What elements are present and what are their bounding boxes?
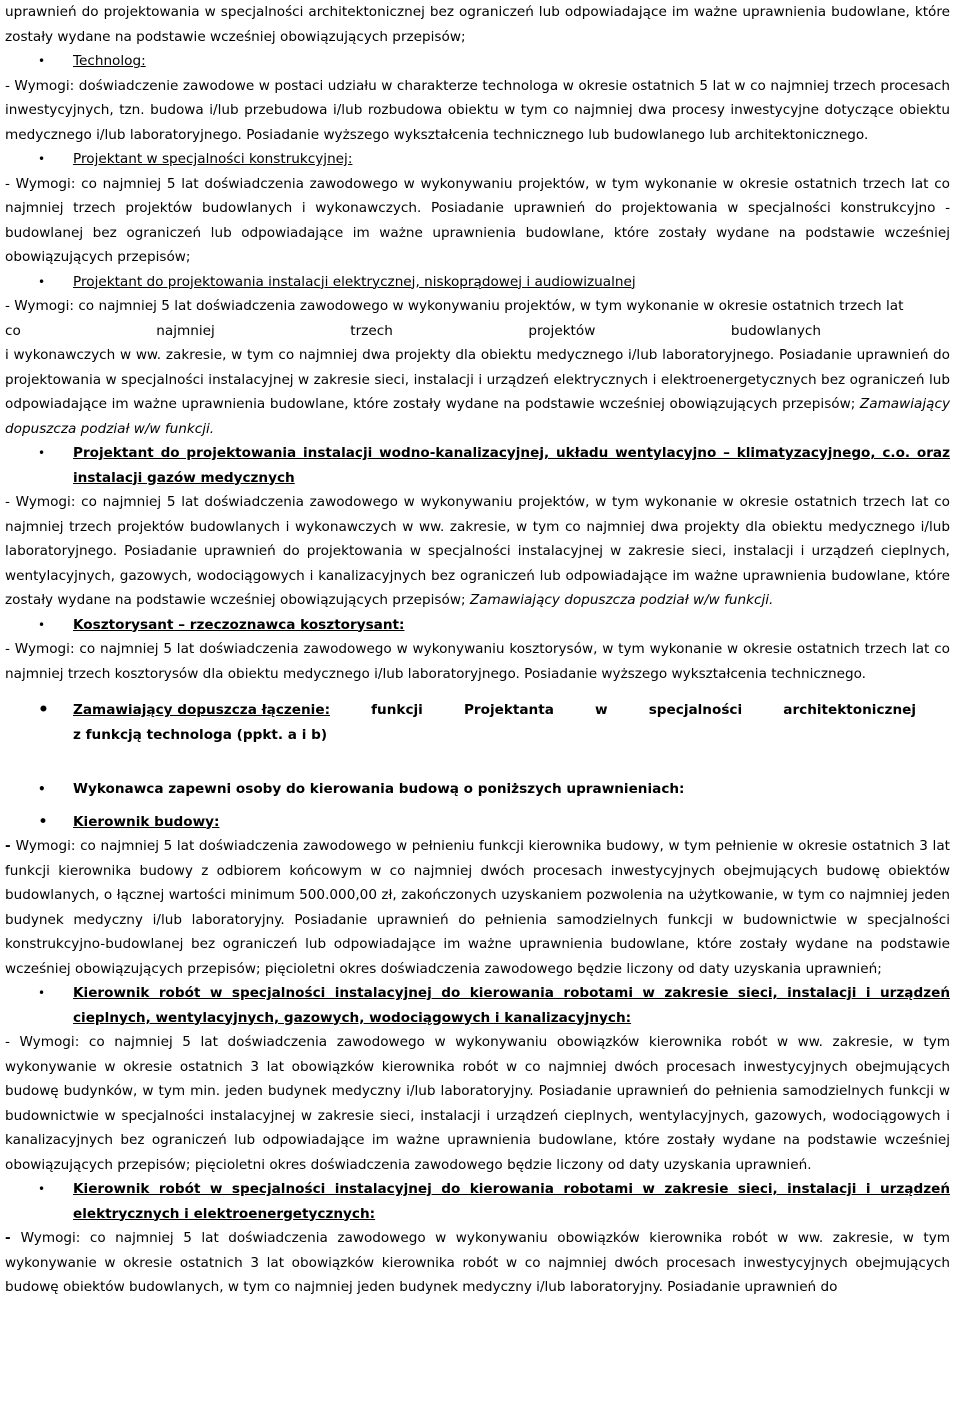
- heading-text: Technolog:: [73, 53, 146, 69]
- section-kierownik-sanitarny-heading: [5, 981, 950, 1030]
- section-technolog-text: - Wymogi: doświadczenie zawodowe w postaci udziału w charakterze technologa w okresie ostatnich 5 lat w co najmniej trzech procesach inwestycyjnych, tzn. budowa i/lub przebudowa i/lub rozbudowa obiektu w tym co najmniej dwa procesy inwestycyjne dotyczące obiektu medycznego i/lub laboratoryjnego. Posiadanie wyższego wykształcenia technicznego lub budowlanego lub architektonicznego.: [5, 77, 950, 143]
- section-kierownik-elektryczny-heading: [5, 1177, 950, 1226]
- section-sanitarny-heading: [5, 441, 950, 490]
- word: architektonicznej: [783, 702, 916, 718]
- text: - Wymogi: co najmniej 5 lat doświadczenia zawodowego w wykonywaniu projektów, w tym wykonanie w okresie ostatnich trzech lat co najmniej trzech projektów budowlanych i wykonawczych w ww. zakresie, w tym co najmniej dwa projekty dla obiektu medycznego i/lub laboratoryjnego. Posiadanie uprawnień do projektowania w specjalności instalacyjnej w zakresie sieci, instalacji i urządzeń cieplnych, wentylacyjnych, gazowych, wodociągowych i kanalizacyjnych bez ograniczeń lub odpowiadające im ważne uprawnienia budowlane, które zostały wydane na podstawie wcześniej obowiązujących przepisów;: [5, 494, 950, 608]
- heading-text: Kosztorysant – rzeczoznawca kosztorysant:: [73, 616, 405, 633]
- italic-note: Zamawiający dopuszcza podział w/w funkcji.: [5, 396, 950, 437]
- word: specjalności: [648, 702, 743, 718]
- word: funkcji: [371, 702, 423, 718]
- bullet-icon: •: [38, 274, 46, 289]
- section-elektryczny-text-line1: - Wymogi: co najmniej 5 lat doświadczenia zawodowego w wykonywaniu projektów, w tym wykonanie w okresie ostatnich trzech lat: [5, 298, 904, 314]
- text: Wymogi: co najmniej 5 lat doświadczenia zawodowego w wykonywaniu obowiązków kierownika robót w ww. zakresie, w tym wykonywanie w okresie ostatnich 3 lat obowiązków kierownika robót w co najmniej dwóch procesach inwestycyjnych obejmujących budowę obiektów budowlanych, w tym co najmniej jeden budynek medyczny i/lub laboratoryjny. Posiadanie uprawnień do: [5, 1230, 951, 1295]
- section-konstrukcyjny-heading: [5, 147, 950, 172]
- word: w: [595, 702, 608, 718]
- word: projektów: [528, 322, 596, 339]
- bold-dash: -: [5, 838, 16, 854]
- section-elektryczny-text-rest: [5, 343, 950, 441]
- heading-text: Kierownik budowy:: [73, 813, 220, 830]
- text: i wykonawczych w ww. zakresie, w tym co najmniej dwa projekty dla obiektu medycznego i/lub laboratoryjnego. Posiadanie uprawnień do projektowania w specjalności instalacyjnej w zakresie sieci, instalacji i urządzeń elektrycznych i elektroenergetycznych bez ograniczeń lub odpowiadające im ważne uprawnienia budowlane, które zostały wydane na podstawie wcześniej obowiązujących przepisów;: [5, 347, 950, 412]
- section-kierownik-budowy-text: [5, 834, 950, 981]
- bullet-icon: •: [38, 617, 46, 632]
- heading-line2: z funkcją technologa (ppkt. a i b): [73, 726, 328, 743]
- italic-note: Zamawiający dopuszcza podział w/w funkcji.: [469, 592, 774, 608]
- bullet-icon: •: [38, 446, 46, 460]
- section-wykonawca-heading: [5, 777, 950, 802]
- spacer: [5, 686, 950, 698]
- heading-text: Projektant w specjalności konstrukcyjnej:: [73, 151, 353, 167]
- bullet-icon: •: [38, 54, 46, 68]
- spacer: [5, 802, 950, 810]
- heading-text: Projektant do projektowania instalacji wodno-kanalizacyjnej, układu wentylacyjno – klimatyzacyjnego, c.o. oraz instalacji gazów medycznych: [73, 445, 950, 486]
- heading-text: Kierownik robót w specjalności instalacyjnej do kierowania robotami w zakresie sieci, instalacji i urządzeń cieplnych, wentylacyjnych, gazowych, wodociągowych i kanalizacyjnych:: [73, 985, 950, 1026]
- paragraph-intro: uprawnień do projektowania w specjalności architektonicznej bez ograniczeń lub odpowiadające im ważne uprawnienia budowlane, które zostały wydane na podstawie wcześniej obowiązujących przepisów;: [5, 4, 950, 45]
- section-kierownik-budowy-heading: [5, 810, 950, 835]
- section-kierownik-sanitarny-text: - Wymogi: co najmniej 5 lat doświadczenia zawodowego w wykonywaniu obowiązków kierownika robót w ww. zakresie, w tym wykonywanie w okresie ostatnich 3 lat obowiązków kierownika robót w co najmniej dwóch procesach inwestycyjnych obejmujących budowę budynków, w tym min. jeden budynek medyczny i/lub laboratoryjny. Posiadanie uprawnień do pełnienia samodzielnych funkcji w budownictwie w specjalności instalacyjnej w zakresie sieci, instalacji i urządzeń cieplnych, wentylacyjnych, gazowych, wodociągowych i kanalizacyjnych bez ograniczeń lub odpowiadające im ważne uprawnienia budowlane, które zostały wydane na podstawie wcześniej obowiązujących przepisów; pięcioletni okres doświadczenia zawodowego będzie liczony od daty uzyskania uprawnień.: [5, 1034, 950, 1173]
- word: co: [5, 322, 21, 339]
- heading-text: Projektant do projektowania instalacji elektrycznej, niskoprądowej i audiowizualnej: [73, 273, 636, 290]
- bold-dash: -: [5, 1230, 21, 1246]
- section-konstrukcyjny-text: - Wymogi: co najmniej 5 lat doświadczenia zawodowego w wykonywaniu projektów, w tym wykonanie w okresie ostatnich trzech lat co najmniej trzech projektów budowlanych i wykonawczych. Posiadanie uprawnień do projektowania w specjalności konstrukcyjno -budowlanej bez ograniczeń lub odpowiadające im ważne uprawnienia budowlane, które zostały wydane na podstawie wcześniej obowiązujących przepisów;: [5, 175, 950, 265]
- section-kierownik-elektryczny-text: [5, 1226, 950, 1300]
- section-kosztorysant-text: - Wymogi: co najmniej 5 lat doświadczenia zawodowego w wykonywaniu kosztorysów, w tym wykonanie w okresie ostatnich trzech lat co najmniej trzech kosztorysów dla obiektu medycznego i/lub laboratoryjnego. Posiadanie wyższego wykształcenia technicznego.: [5, 641, 950, 682]
- section-laczenie-heading: [5, 698, 950, 747]
- bullet-icon: •: [38, 782, 46, 796]
- heading-text: Kierownik robót w specjalności instalacyjnej do kierowania robotami w zakresie sieci, instalacji i urządzeń elektrycznych i elektroenergetycznych:: [73, 1181, 950, 1222]
- spacer: [5, 747, 950, 777]
- section-sanitarny-text: [5, 490, 950, 613]
- section-kosztorysant-heading: [5, 613, 950, 638]
- section-elektryczny-text-line2: [5, 319, 950, 344]
- section-elektryczny-heading: [5, 270, 950, 295]
- word: budowlanych: [730, 322, 821, 339]
- heading-underlined: Zamawiający dopuszcza łączenie:: [73, 702, 331, 718]
- bullet-icon: •: [38, 811, 49, 832]
- word: Projektanta: [463, 702, 554, 718]
- text: Wymogi: co najmniej 5 lat doświadczenia zawodowego w pełnieniu funkcji kierownika budowy, w tym pełnienie w okresie ostatnich 3 lat funkcji kierownika budowy z odbiorem końcowym w co najmniej dwóch procesach inwestycyjnych obejmujących budowę obiektów budowlanych, o łącznej wartości minimum 500.000,00 zł, zakończonych uzyskaniem pozwolenia na użytkowanie, w tym co najmniej jeden budynek medyczny i/lub laboratoryjny. Posiadanie uprawnień do pełnienia samodzielnych funkcji w budownictwie w specjalności konstrukcyjno-budowlanej bez ograniczeń lub odpowiadające im ważne uprawnienia budowlane, które zostały wydane na podstawie wcześniej obowiązujących przepisów; pięcioletni okres doświadczenia zawodowego będzie liczony od daty uzyskania uprawnień;: [5, 838, 950, 977]
- bullet-icon: •: [38, 700, 49, 720]
- section-technolog-heading: [5, 49, 950, 74]
- word: najmniej: [156, 322, 215, 339]
- heading-line1: [73, 698, 950, 723]
- heading-text: Wykonawca zapewni osoby do kierowania budową o poniższych uprawnieniach:: [73, 781, 685, 797]
- bullet-icon: •: [38, 986, 46, 1000]
- bullet-icon: •: [38, 1182, 46, 1196]
- word: trzech: [350, 322, 393, 339]
- bullet-icon: •: [38, 152, 46, 166]
